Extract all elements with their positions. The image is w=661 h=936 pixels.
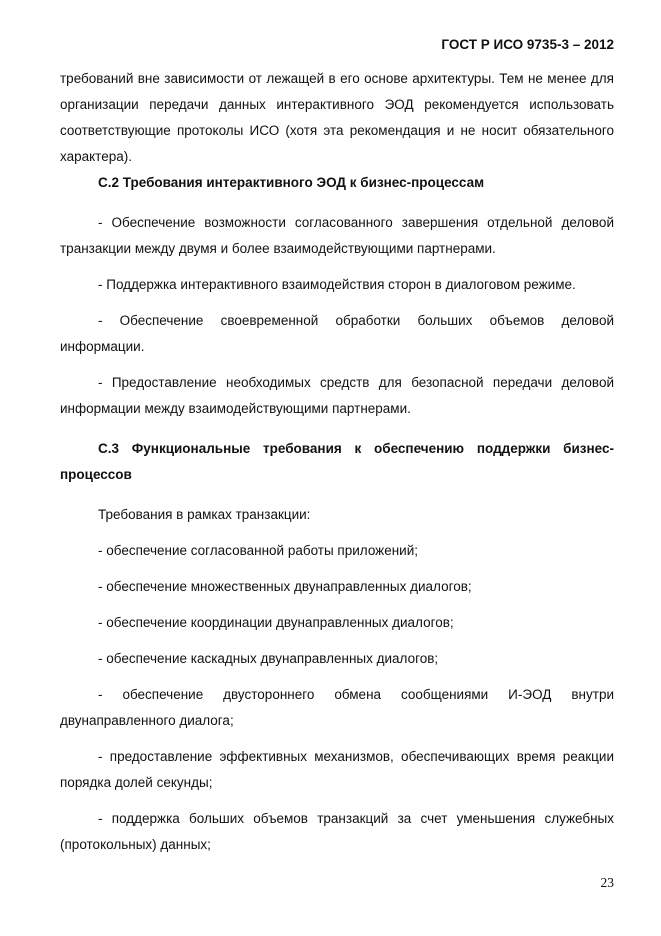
document-code-header: ГОСТ Р ИСО 9735-3 – 2012	[441, 37, 614, 52]
page-number: 23	[600, 875, 614, 890]
c3-lead-text: Требования в рамках транзакции:	[98, 507, 311, 522]
intro-paragraph: требований вне зависимости от лежащей в его основе архитектуры. Тем не менее для организации передачи данных интерактивного ЭОД рекомендуется использовать соответствующие протоколы ИСО (хотя эта рекомендация и не носит обязательного характера).	[60, 71, 614, 164]
c3-item-2: - обеспечение множественных двунаправленных диалогов;	[98, 579, 472, 594]
c3-item-7: - поддержка больших объемов транзакций за счет уменьшения служебных (протокольных) данных;	[60, 811, 614, 852]
section-c3-heading	[60, 436, 614, 488]
c2-item-3: - Обеспечение своевременной обработки больших объемов деловой информации.	[60, 313, 614, 354]
section-c3-heading-line-1: С.3 Функциональные требования к обеспечению поддержки бизнес-	[98, 441, 614, 456]
section-c2-heading: С.2 Требования интерактивного ЭОД к бизнес-процессам	[98, 175, 485, 190]
c2-item-2: - Поддержка интерактивного взаимодействия сторон в диалоговом режиме.	[98, 277, 576, 292]
document-body	[60, 66, 614, 858]
c2-item-4: - Предоставление необходимых средств для безопасной передачи деловой информации между взаимодействующими партнерами.	[60, 375, 614, 416]
c2-item-1: - Обеспечение возможности согласованного завершения отдельной деловой транзакции между двумя и более взаимодействующими партнерами.	[60, 215, 614, 256]
c3-item-4: - обеспечение каскадных двунаправленных диалогов;	[98, 651, 439, 666]
c3-item-5: - обеспечение двустороннего обмена сообщениями И-ЭОД внутри двунаправленного диалога;	[60, 687, 614, 728]
c3-item-3: - обеспечение координации двунаправленных диалогов;	[98, 615, 454, 630]
c3-item-1: - обеспечение согласованной работы приложений;	[98, 543, 418, 558]
section-c3-heading-line-2: процессов	[60, 467, 132, 482]
c3-item-6: - предоставление эффективных механизмов, обеспечивающих время реакции порядка долей секунды;	[60, 749, 614, 790]
